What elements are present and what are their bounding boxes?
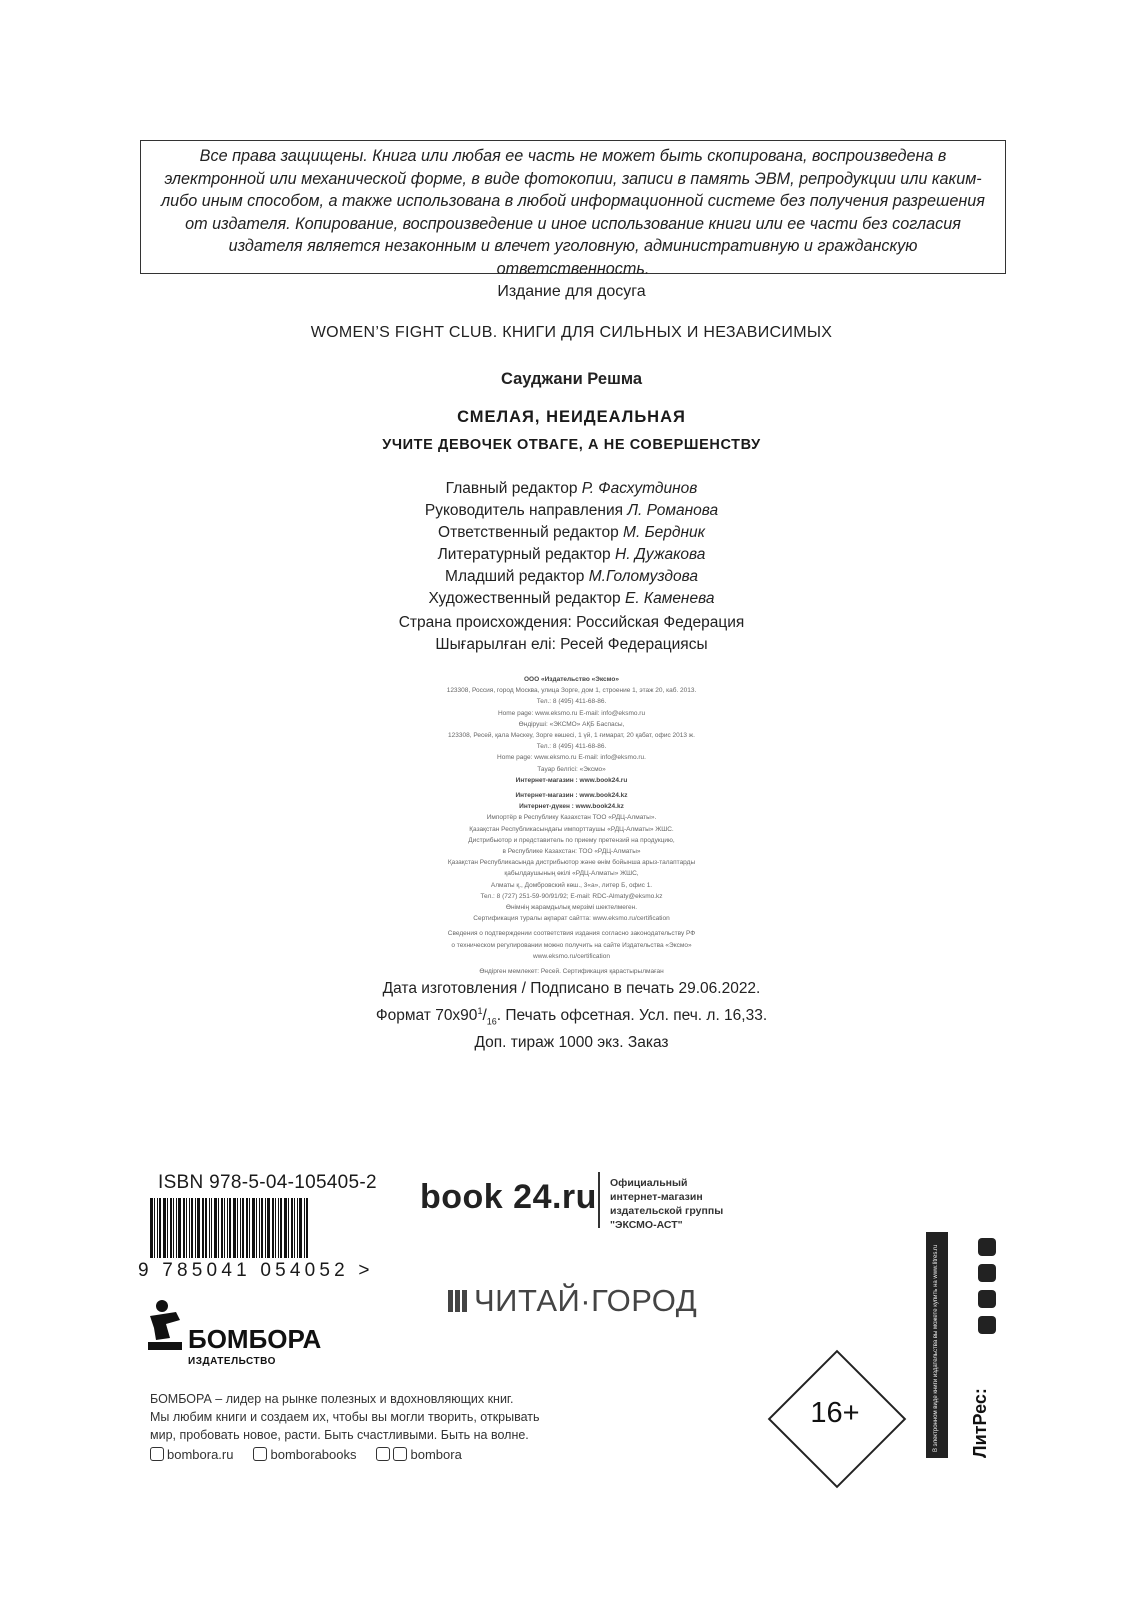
barcode-bar bbox=[306, 1198, 308, 1258]
credit-line: Литературный редактор Н. Дужакова bbox=[437, 546, 706, 563]
bombora-desc-line: БОМБОРА – лидер на рынке полезных и вдохновляющих книг. bbox=[150, 1392, 514, 1406]
barcode-bar bbox=[249, 1198, 250, 1258]
publisher-line: Интернет-магазин : www.book24.kz bbox=[515, 792, 628, 800]
age-rating: 16+ bbox=[810, 1397, 860, 1429]
publisher-line: Тел.: 8 (727) 251-59-90/91/92; E-mail: RDC-Almaty@eksmo.kz bbox=[480, 892, 663, 900]
barcode-bar bbox=[205, 1198, 207, 1258]
barcode-bar bbox=[224, 1198, 225, 1258]
book-subtitle: УЧИТЕ ДЕВОЧЕК ОТВАГЕ, А НЕ СОВЕРШЕНСТВУ bbox=[382, 437, 761, 453]
credit-line: Руководитель направления Л. Романова bbox=[424, 502, 719, 519]
publisher-line: Сертификация туралы ақпарат сайтта: www.eksmo.ru/certification bbox=[473, 915, 670, 923]
youtube-icon bbox=[376, 1447, 390, 1461]
publisher-line: Тауар белгісі: «Эксмо» bbox=[537, 765, 606, 773]
book-title: СМЕЛАЯ, НЕИДЕАЛЬНАЯ bbox=[457, 408, 686, 426]
barcode-bar bbox=[252, 1198, 255, 1258]
publisher-line: в Республике Казахстан: ТОО «РДЦ-Алматы» bbox=[502, 848, 641, 856]
book24-description bbox=[610, 1176, 723, 1232]
apple-icon bbox=[978, 1316, 996, 1334]
barcode-bar bbox=[256, 1198, 257, 1258]
social-links bbox=[150, 1447, 462, 1462]
imprint-date: Дата изготовления / Подписано в печать 29.06.2022. bbox=[382, 980, 761, 997]
barcode-bar bbox=[189, 1198, 190, 1258]
barcode-bar bbox=[183, 1198, 185, 1258]
barcode-bar bbox=[209, 1198, 210, 1258]
barcode-bar bbox=[240, 1198, 241, 1258]
barcode-bar bbox=[173, 1198, 174, 1258]
credit-line: Ответственный редактор М. Бердник bbox=[438, 524, 705, 541]
bombora-sublabel: ИЗДАТЕЛЬСТВО bbox=[188, 1356, 276, 1367]
publisher-line: ООО «Издательство «Эксмо» bbox=[524, 676, 619, 683]
barcode-bar bbox=[261, 1198, 263, 1258]
publisher-line: Өндірген мемлекет: Ресей. Сертификация қарастырылмаған bbox=[479, 968, 664, 976]
publisher-line: Импортёр в Республику Казахстан ТОО «РДЦ-Алматы». bbox=[486, 814, 657, 822]
origin-ru: Страна происхождения: Российская Федерация bbox=[398, 614, 745, 631]
barcode-bar bbox=[275, 1198, 276, 1258]
globe-icon bbox=[150, 1447, 164, 1461]
bombora-figure-icon bbox=[146, 1298, 184, 1354]
publisher-details bbox=[0, 674, 1143, 977]
litres-logo: ЛитРес: bbox=[970, 1388, 990, 1458]
barcode-number: 9 785041 054052 > bbox=[138, 1260, 374, 1281]
publisher-line: 123308, Россия, город Москва, улица Зорге, дом 1, строение 1, этаж 20, каб. 2013. bbox=[446, 687, 697, 695]
barcode-bar bbox=[299, 1198, 302, 1258]
imprint-print-run: Доп. тираж 1000 экз. Заказ bbox=[474, 1034, 669, 1052]
chitai-gorod-logo: ЧИТАЙ·ГОРОД bbox=[474, 1283, 698, 1318]
barcode-bar bbox=[237, 1198, 238, 1258]
barcode-bar bbox=[159, 1198, 161, 1258]
publisher-line: о техническом регулировании можно получить на сайте Издательства «Эксмо» bbox=[451, 941, 692, 949]
litres-platform-icons bbox=[978, 1238, 996, 1334]
publisher-line: Сведения о подтверждении соответствия издания согласно законодательству РФ bbox=[447, 930, 696, 938]
windows-icon bbox=[978, 1238, 996, 1256]
publisher-line: Тел.: 8 (495) 411-68-86. bbox=[536, 698, 607, 706]
chitai-gorod-mark-icon bbox=[448, 1290, 467, 1312]
vk-icon bbox=[253, 1447, 267, 1461]
barcode-bar bbox=[176, 1198, 177, 1258]
book24-desc-line: издательской группы bbox=[610, 1205, 724, 1217]
publisher-line: Қазақстан Республикасындағы импорттаушы «РДЦ-Алматы» ЖШС. bbox=[469, 825, 674, 833]
publisher-line: Тел.: 8 (495) 411-68-86. bbox=[536, 743, 607, 751]
country-of-origin bbox=[0, 612, 1143, 656]
barcode-bar bbox=[265, 1198, 266, 1258]
isbn-label: ISBN 978-5-04-105405-2 bbox=[158, 1172, 377, 1193]
litres-strip-text: В электронном виде книги издательства вы можете купить на www.litres.ru bbox=[933, 1244, 939, 1452]
barcode-bar bbox=[233, 1198, 236, 1258]
publisher-line: www.eksmo.ru/certification bbox=[533, 952, 610, 960]
bombora-desc-line: мир, пробовать новое, расти. Быть счастливыми. Быть на волне. bbox=[150, 1428, 529, 1442]
bombora-desc-line: Мы любим книги и создаем их, чтобы вы могли творить, открывать bbox=[150, 1410, 540, 1424]
telegram-icon bbox=[393, 1447, 407, 1461]
barcode-bar bbox=[259, 1198, 260, 1258]
publisher-line: Қазақстан Республикасында дистрибьютор және өнім бойынша арыз-талаптарды bbox=[447, 859, 696, 867]
publisher-line: Интернет-магазин : www.book24.ru bbox=[515, 776, 628, 784]
chrome-icon bbox=[978, 1264, 996, 1282]
barcode-bar bbox=[242, 1198, 244, 1258]
barcode-bar bbox=[178, 1198, 181, 1258]
credit-line: Младший редактор М.Голомуздова bbox=[445, 568, 698, 585]
barcode-bar bbox=[272, 1198, 274, 1258]
barcode-bar bbox=[167, 1198, 168, 1258]
barcode-bar bbox=[211, 1198, 212, 1258]
barcode-bar bbox=[284, 1198, 287, 1258]
android-icon bbox=[978, 1290, 996, 1308]
barcode-bar bbox=[202, 1198, 204, 1258]
imprint-format: Формат $70х90^1/_{16}$. Печать офсетная. Усл. печ. л. 16,33. bbox=[375, 1006, 768, 1027]
rights-notice: Все права защищены. Книга или любая ее часть не может быть скопирована, воспроизведена в электронной или механической форме, в виде фотокопии, записи в память ЭВМ, репродукции или каким-либо иным способом, а также использована в любой информационной системе без получения разрешения от издателя. Копирование, воспроизведение и иное использование книги или ее части без согласия издателя является незаконным и влечет уголовную, административную и гражданскую ответственность. bbox=[140, 140, 1006, 274]
publisher-line: қабылдаушының өкілі «РДЦ-Алматы» ЖШС, bbox=[504, 870, 639, 878]
publisher-line: Home page: www.eksmo.ru E-mail: info@eksmo.ru. bbox=[497, 754, 646, 762]
editorial-credits bbox=[0, 478, 1143, 610]
barcode-bar bbox=[278, 1198, 279, 1258]
book24-desc-line: Официальный bbox=[610, 1177, 688, 1189]
barcode-bar bbox=[186, 1198, 187, 1258]
publisher-line: Интернет-дүкен : www.book24.kz bbox=[519, 803, 624, 811]
publisher-line: Өнімнің жарамдылық мерзімі шектелмеген. bbox=[505, 904, 638, 912]
barcode bbox=[150, 1198, 378, 1258]
series-title: WOMEN’S FIGHT CLUB. КНИГИ ДЛЯ СИЛЬНЫХ И НЕЗАВИСИМЫХ bbox=[310, 324, 833, 341]
barcode-bar bbox=[191, 1198, 193, 1258]
barcode-bar bbox=[218, 1198, 219, 1258]
origin-kz: Шығарылған елі: Ресей Федерациясы bbox=[435, 636, 708, 653]
barcode-bar bbox=[154, 1198, 155, 1258]
barcode-bar bbox=[229, 1198, 231, 1258]
barcode-bar bbox=[157, 1198, 158, 1258]
publisher-line: Дистрибьютор и представитель по приему претензий на продукцию, bbox=[468, 836, 675, 844]
barcode-bar bbox=[221, 1198, 223, 1258]
book24-logo: book 24.ru bbox=[420, 1178, 597, 1216]
publisher-line: Алматы қ., Домбровский көш., 3«а», литер Б, офис 1. bbox=[490, 881, 653, 889]
barcode-bar bbox=[280, 1198, 282, 1258]
credit-line: Главный редактор Р. Фасхутдинов bbox=[445, 480, 698, 497]
publisher-line: 123308, Ресей, қала Мәскеу, Зорге көшесі, 1 үй, 1 ғимарат, 20 қабат, офис 2013 ж. bbox=[448, 732, 695, 740]
bombora-description bbox=[150, 1390, 540, 1444]
barcode-bar bbox=[297, 1198, 298, 1258]
barcode-bar bbox=[294, 1198, 295, 1258]
credit-line: Художественный редактор Е. Каменева bbox=[428, 590, 715, 607]
social-vk[interactable]: bomborabooks bbox=[253, 1447, 356, 1462]
barcode-bar bbox=[195, 1198, 196, 1258]
barcode-bar bbox=[227, 1198, 228, 1258]
barcode-bar bbox=[170, 1198, 172, 1258]
barcode-bar bbox=[246, 1198, 248, 1258]
edition-type: Издание для досуга bbox=[497, 283, 646, 300]
bombora-logo: БОМБОРА bbox=[188, 1324, 322, 1354]
barcode-bar bbox=[267, 1198, 270, 1258]
barcode-bar bbox=[304, 1198, 305, 1258]
book24-desc-line: "ЭКСМО-АСТ" bbox=[610, 1219, 683, 1231]
publisher-line: Home page: www.eksmo.ru E-mail: info@eksmo.ru bbox=[497, 709, 646, 717]
barcode-bar bbox=[214, 1198, 217, 1258]
barcode-bar bbox=[291, 1198, 293, 1258]
barcode-bar bbox=[150, 1198, 153, 1258]
book24-desc-line: интернет-магазин bbox=[610, 1191, 703, 1203]
book24-divider bbox=[598, 1172, 600, 1228]
imprint bbox=[0, 978, 1143, 1054]
barcode-bar bbox=[163, 1198, 166, 1258]
publisher-line: Өндіруші: «ЭКСМО» АҚБ Баспасы, bbox=[518, 720, 625, 728]
barcode-bar bbox=[197, 1198, 200, 1258]
author-name: Сауджани Решма bbox=[501, 370, 642, 388]
social-youtube-telegram[interactable]: bombora bbox=[376, 1447, 461, 1462]
barcode-bar bbox=[288, 1198, 289, 1258]
social-website[interactable]: bombora.ru bbox=[150, 1447, 233, 1462]
